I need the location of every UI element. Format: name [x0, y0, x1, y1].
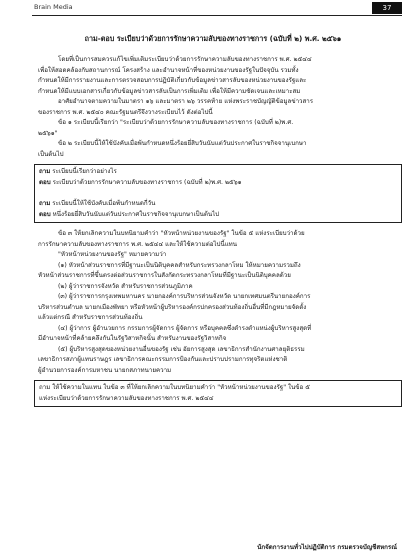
paragraph: ของราชการ พ.ศ. ๒๕๔๐ คณะรัฐมนตรีจึงวางระเบียบไว้ ดังต่อไปนี้: [38, 108, 213, 116]
question-text: ระเบียบนี้ให้ใช้บังคับเมื่อพ้นกำหนดกี่วัน: [52, 200, 156, 207]
paragraph: เป็นต้นไป: [38, 150, 64, 158]
question-label: ถาม: [39, 200, 51, 207]
document-body: [38, 30, 388, 413]
question-label: ถาม: [39, 168, 51, 175]
header-divider: [32, 15, 402, 16]
paragraph: เพื่อให้สอดคล้องกับสถานการณ์ โครงสร้าง และอำนาจหน้าที่ของหน่วยงานของรัฐในปัจจุบัน รวมทั้ง: [38, 66, 299, 74]
answer-label: ตอบ: [39, 178, 51, 186]
page-footer: นักจัดการงานทั่วไปปฏิบัติการ กรมตรวจบัญชีสหกรณ์: [257, 544, 397, 551]
paragraph: หัวหน้าส่วนราชการที่ขึ้นตรงต่อส่วนราชการในสังกัดกระทรวงกลาโหมที่มีฐานะเป็นนิติบุคคลด้วย: [38, 272, 291, 279]
paragraph: (๑) หัวหน้าส่วนราชการที่มีฐานะเป็นนิติบุคคลสำหรับกระทรวงกลาโหม ให้หมายความรวมถึง: [58, 261, 301, 269]
paragraph: ข้อ ๓ ให้ยกเลิกความในบทนิยามคำว่า "หัวหน้าหน่วยงานของรัฐ" ในข้อ ๕ แห่งระเบียบว่าด้วย: [58, 230, 305, 237]
qa-answer: [39, 210, 397, 221]
paragraph: (๕) ผู้บริหารสูงสุดของหน่วยงานอื่นของรัฐ เช่น อัยการสูงสุด เลขาธิการสำนักงานศาลยุติธรรม: [58, 345, 305, 353]
paragraph: ผู้อำนวยการองค์การมหาชน นายกสภาทนายความ: [38, 366, 172, 374]
paragraph: มีอำนาจหน้าที่คล้ายคลึงกันในรัฐวิสาหกิจนั้น สำหรับงานของรัฐวิสาหกิจ: [38, 335, 227, 342]
answer-text: หนึ่งร้อยยี่สิบวันนับแต่วันประกาศในราชกิจจานุเบกษาเป็นต้นไป: [52, 210, 220, 218]
page-number-badge: 37: [372, 2, 402, 14]
paragraph: ข้อ ๑ ระเบียบนี้เรียกว่า "ระเบียบว่าด้วยการรักษาความลับของทางราชการ (ฉบับที่ ๒)พ.ศ.: [58, 119, 294, 126]
brand-name: Brain Media: [34, 3, 73, 11]
paragraph: (๒) ผู้ว่าราชการจังหวัด สำหรับราชการส่วนภูมิภาค: [58, 282, 193, 290]
qa-answer: [39, 178, 397, 189]
answer-label: ตอบ: [39, 210, 51, 218]
answer-text: ระเบียบว่าด้วยการรักษาความลับของทางราชการ (ฉบับที่ ๒)พ.ศ. ๒๕๖๑: [52, 178, 242, 186]
qa-question: [39, 167, 397, 178]
paragraph: การรักษาความลับของทางราชการ พ.ศ. ๒๕๔๔ และให้ใช้ความต่อไปนี้แทน: [38, 240, 237, 248]
qa-question: ถาม ให้ใช้ความในแทน ในข้อ ๓ ที่ให้ยกเลิกความในบทนิยามคำว่า "หัวหน้าหน่วยงานของรัฐ" ในข้อ ๕: [39, 384, 310, 391]
paragraph: "หัวหน้าหน่วยงานของรัฐ" หมายความว่า: [58, 251, 167, 258]
paragraph: (๓) ผู้ว่าราชการกรุงเทพมหานคร นายกองค์การบริหารส่วนจังหวัด นายกเทศมนตรีนายกองค์การ: [58, 293, 311, 300]
paragraph: บริหารส่วนตำบล นายกเมืองพัทยา หรือหัวหน้าผู้บริหารองค์กรปกครองส่วนท้องถิ่นอื่นที่มีกฎหมายจัดตั้ง: [38, 303, 307, 311]
paragraph: อาศัยอำนาจตามความในมาตรา ๑๖ และมาตรา ๒๖ วรรคท้าย แห่งพระราชบัญญัติข้อมูลข่าวสาร: [58, 98, 314, 105]
qa-box: [34, 380, 402, 407]
paragraph: เลขาธิการสภาผู้แทนราษฎร เลขาธิการคณะกรรมการป้องกันและปราบปรามการทุจริตแห่งชาติ: [38, 356, 288, 363]
paragraph: กำหนดให้มีการรายงานและการตรวจสอบการปฏิบัติเกี่ยวกับข้อมูลข่าวสารลับของหน่วยงานของรัฐและ: [38, 77, 307, 84]
document-title: ถาม-ตอบ ระเบียบว่าด้วยการรักษาความลับของทางราชการ (ฉบับที่ ๒) พ.ศ. ๒๕๖๑: [84, 34, 342, 43]
paragraph: ข้อ ๒ ระเบียบนี้ให้ใช้บังคับเมื่อพ้นกำหนดหนึ่งร้อยยี่สิบวันนับแต่วันประกาศในราชกิจจานุเบกษา: [58, 140, 307, 147]
paragraph: โดยที่เป็นการสมควรแก้ไขเพิ่มเติมระเบียบว่าด้วยการรักษาความลับของทางราชการ พ.ศ. ๒๕๔๔: [58, 56, 312, 63]
page-header: [0, 2, 417, 15]
paragraph: กำหนดให้มีแบบเอกสารเกี่ยวกับข้อมูลข่าวสารลับเป็นการเพิ่มเติม เพื่อให้มีความชัดเจนและเหมาะสม: [38, 87, 301, 95]
paragraph: ๒๕๖๑": [38, 129, 58, 137]
paragraph: (๔) ผู้ว่าการ ผู้อำนวยการ กรรมการผู้จัดการ ผู้จัดการ หรือบุคคลซึ่งดำรงตำแหน่งผู้บริหารสูงสุดที่: [58, 324, 312, 332]
paragraph: แล้วแต่กรณี สำหรับราชการส่วนท้องถิ่น: [38, 314, 143, 321]
qa-question: แห่งระเบียบว่าด้วยการรักษาความลับของทางราชการ พ.ศ. ๒๕๔๔: [39, 394, 214, 402]
qa-question: [39, 199, 397, 210]
qa-box: [34, 164, 402, 223]
question-text: ระเบียบนี้เรียกว่าอย่างไร: [52, 168, 117, 175]
